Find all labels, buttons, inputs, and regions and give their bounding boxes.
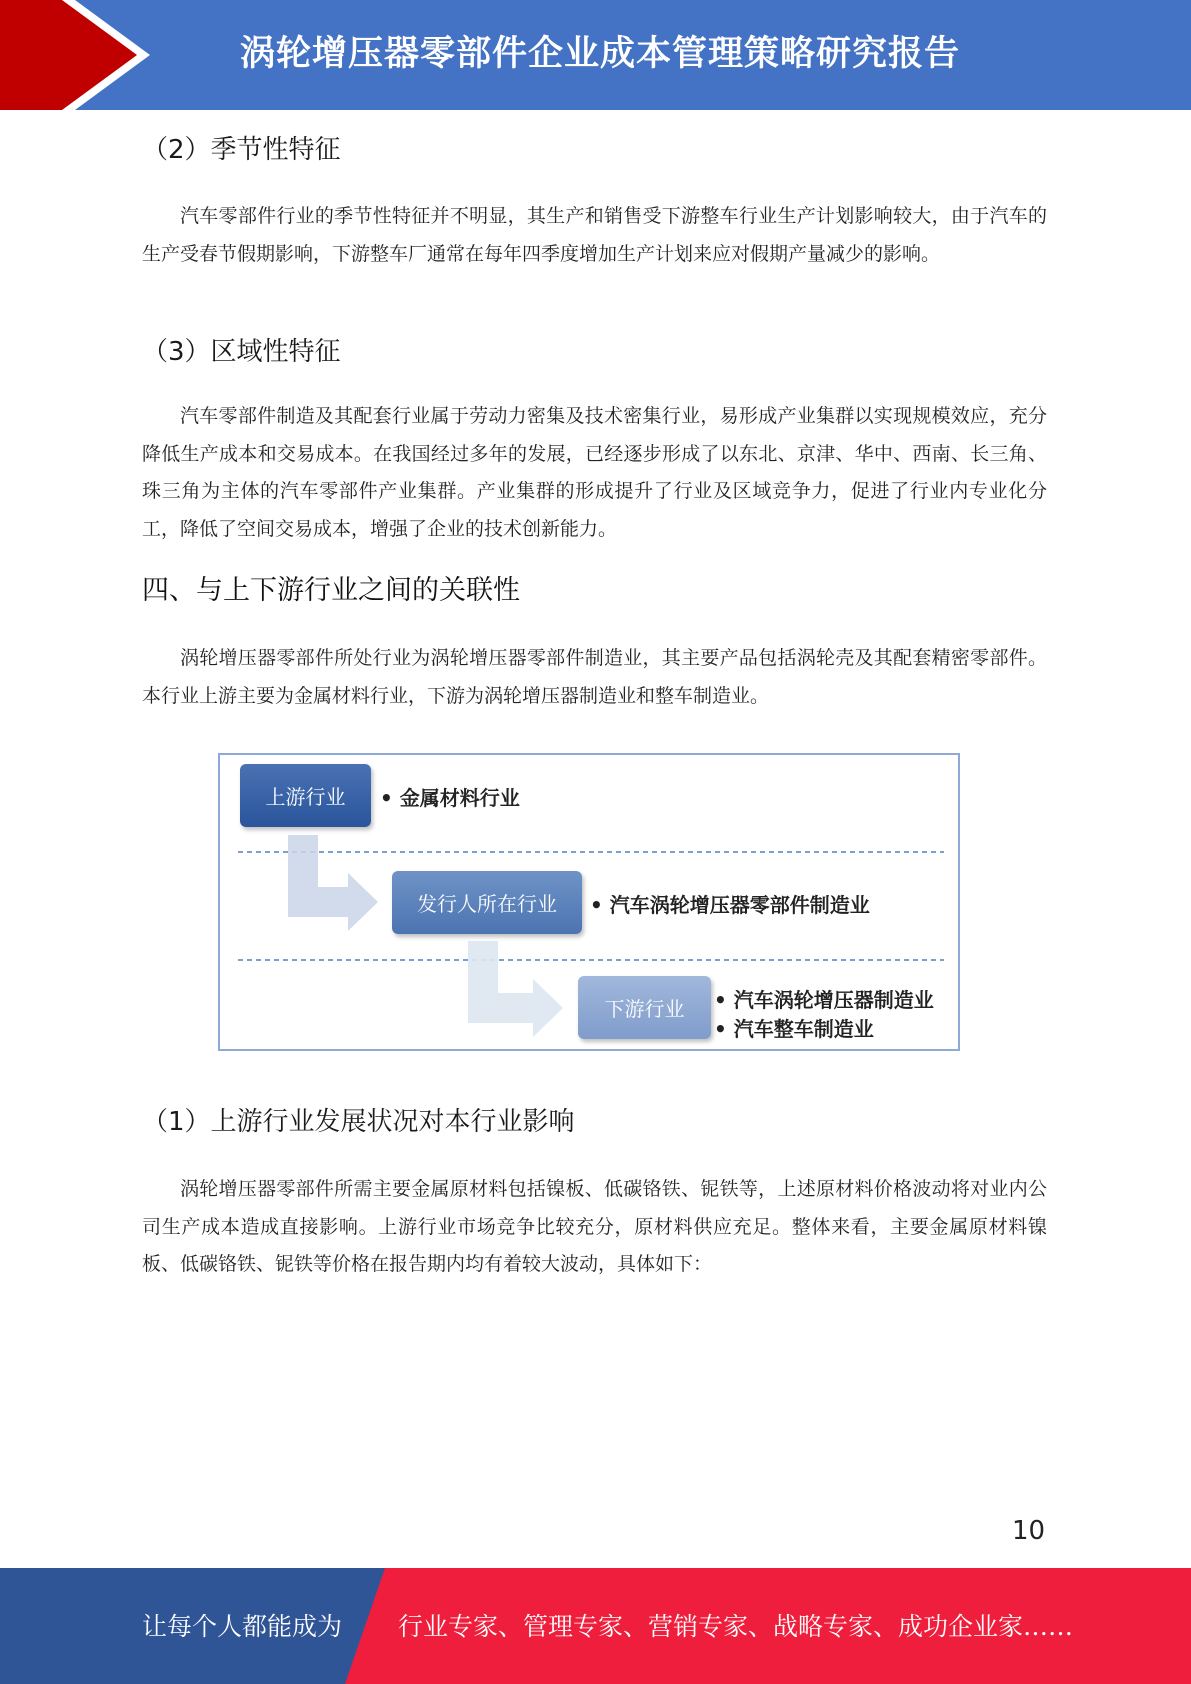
- upstream-item: • 金属材料行业: [380, 782, 520, 811]
- footer-banner: [0, 1568, 1191, 1684]
- footer-slogan-right: 行业专家、管理专家、营销专家、战略专家、成功企业家……: [398, 1612, 1074, 1641]
- upstream-impact-paragraph: 涡轮增压器零部件所需主要金属原材料包括镍板、低碳铬铁、铌铁等，上述原材料价格波动将对业内公司生产成本造成直接影响。上游行业市场竞争比较充分，原材料供应充足。整体来看，主要金属原材料镍板、低碳铬铁、铌铁等价格在报告期内均有着较大波动，具体如下：: [142, 1178, 1047, 1275]
- regional-paragraph: 汽车零部件制造及其配套行业属于劳动力密集及技术密集行业，易形成产业集群以实现规模效应，充分降低生产成本和交易成本。在我国经过多年的发展，已经逐步形成了以东北、京津、华中、西南、长三角、珠三角为主体的汽车零部件产业集群。产业集群的形成提升了行业及区域竞争力，促进了行业内专业化分工，降低了空间交易成本，增强了企业的技术创新能力。: [142, 405, 1047, 540]
- issuer-box: 发行人所在行业: [392, 871, 582, 934]
- header-banner: [0, 0, 1191, 110]
- linkage-heading: 四、与上下游行业之间的关联性: [142, 575, 520, 606]
- downstream-box: 下游行业: [578, 976, 711, 1039]
- upstream-box: 上游行业: [240, 764, 371, 827]
- industry-chain-diagram: [218, 753, 960, 1051]
- arrow-upstream-to-issuer: [288, 835, 378, 931]
- footer-slogan-left: 让每个人都能成为: [142, 1612, 343, 1641]
- issuer-item: • 汽车涡轮增压器零部件制造业: [590, 889, 870, 918]
- downstream-item-2: • 汽车整车制造业: [714, 1013, 874, 1042]
- seasonal-paragraph: 汽车零部件行业的季节性特征并不明显，其生产和销售受下游整车行业生产计划影响较大，由于汽车的生产受春节假期影响，下游整车厂通常在每年四季度增加生产计划来应对假期产量减少的影响。: [142, 205, 1047, 265]
- upstream-impact-heading: （1）上游行业发展状况对本行业影响: [142, 1107, 575, 1137]
- downstream-item-1: • 汽车涡轮增压器制造业: [714, 984, 934, 1013]
- page-number: 10: [1012, 1516, 1046, 1546]
- linkage-paragraph: 涡轮增压器零部件所处行业为涡轮增压器零部件制造业，其主要产品包括涡轮壳及其配套精密零部件。本行业上游主要为金属材料行业，下游为涡轮增压器制造业和整车制造业。: [142, 647, 1047, 707]
- arrow-issuer-to-downstream: [468, 941, 563, 1037]
- report-title: 涡轮增压器零部件企业成本管理策略研究报告: [240, 34, 961, 74]
- seasonal-heading: （2）季节性特征: [142, 135, 341, 165]
- regional-heading: （3）区域性特征: [142, 337, 341, 367]
